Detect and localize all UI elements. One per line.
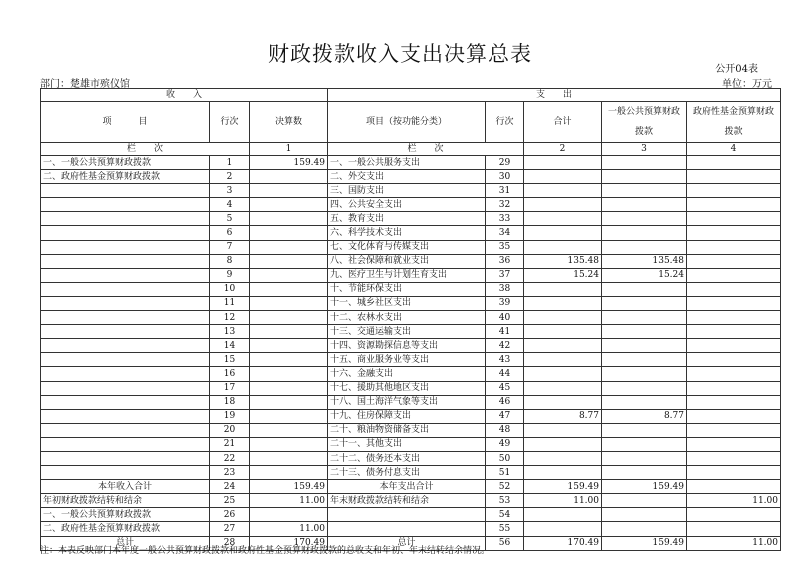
- total-amount-cell: 8.77: [524, 409, 602, 423]
- general-budget-amount-cell: [602, 395, 687, 409]
- gov-fund-amount-cell: [687, 451, 781, 465]
- expenditure-item-cell: 十三、交通运输支出: [328, 325, 486, 339]
- income-item-cell: 年初财政拨款结转和结余: [41, 494, 210, 508]
- col-total-header: 合计: [524, 102, 602, 143]
- gov-fund-amount-cell: [687, 240, 781, 254]
- general-budget-amount-cell: [602, 508, 687, 522]
- expenditure-item-cell: 十五、商业服务业等支出: [328, 353, 486, 367]
- income-item-cell: 一、一般公共预算财政拨款: [41, 156, 210, 170]
- table-row: [41, 353, 781, 367]
- income-lineno-cell: 4: [210, 198, 250, 212]
- income-item-cell: 二、政府性基金预算财政拨款: [41, 522, 210, 536]
- table-row: [41, 198, 781, 212]
- general-budget-amount-cell: [602, 282, 687, 296]
- general-budget-amount-cell: [602, 367, 687, 381]
- expenditure-item-cell: 年末财政拨款结转和结余: [328, 494, 486, 508]
- expenditure-item-cell: 十二、农林水支出: [328, 311, 486, 325]
- gov-fund-amount-cell: [687, 508, 781, 522]
- income-amount-cell: [250, 423, 328, 437]
- total-amount-cell: [524, 381, 602, 395]
- income-item-cell: [41, 282, 210, 296]
- income-item-cell: [41, 353, 210, 367]
- header-row-2: [41, 102, 781, 143]
- expenditure-lineno-cell: 33: [486, 212, 524, 226]
- income-item-cell: [41, 184, 210, 198]
- expenditure-item-cell: 十、节能环保支出: [328, 282, 486, 296]
- expenditure-item-cell: 十八、国土海洋气象等支出: [328, 395, 486, 409]
- table-row: [41, 437, 781, 451]
- table-row: [41, 423, 781, 437]
- expenditure-lineno-cell: 37: [486, 268, 524, 282]
- expenditure-lineno-cell: 31: [486, 184, 524, 198]
- expenditure-lineno-cell: 36: [486, 254, 524, 268]
- income-lineno-cell: 22: [210, 451, 250, 465]
- income-item-cell: [41, 311, 210, 325]
- expenditure-item-cell: 十一、城乡社区支出: [328, 296, 486, 310]
- table-row: [41, 381, 781, 395]
- general-budget-amount-cell: [602, 522, 687, 536]
- general-budget-amount-cell: 159.49: [602, 480, 687, 494]
- department-label: 部门：楚雄市殡仪馆: [40, 79, 130, 90]
- general-budget-amount-cell: [602, 296, 687, 310]
- expenditure-item-cell: 二十、粮油物资储备支出: [328, 423, 486, 437]
- total-amount-cell: [524, 353, 602, 367]
- income-item-cell: [41, 339, 210, 353]
- income-amount-cell: 11.00: [250, 522, 328, 536]
- table-row: [41, 466, 781, 480]
- income-item-cell: [41, 296, 210, 310]
- income-amount-cell: [250, 170, 328, 184]
- gov-fund-amount-cell: [687, 170, 781, 184]
- general-budget-amount-cell: [602, 494, 687, 508]
- expenditure-lineno-cell: 41: [486, 325, 524, 339]
- expenditure-lineno-cell: 40: [486, 311, 524, 325]
- income-item-cell: [41, 254, 210, 268]
- income-item-cell: [41, 325, 210, 339]
- expenditure-item-cell: 二十一、其他支出: [328, 437, 486, 451]
- gov-fund-amount-cell: 11.00: [687, 494, 781, 508]
- lanci-label-2: 栏 次: [328, 143, 524, 156]
- expenditure-lineno-cell: 38: [486, 282, 524, 296]
- total-amount-cell: [524, 240, 602, 254]
- income-lineno-cell: 27: [210, 522, 250, 536]
- table-row: [41, 311, 781, 325]
- income-item-cell: [41, 212, 210, 226]
- income-amount-cell: [250, 367, 328, 381]
- income-item-cell: 本年收入合计: [41, 480, 210, 494]
- expenditure-lineno-cell: 30: [486, 170, 524, 184]
- expenditure-item-cell: 二十二、债务还本支出: [328, 451, 486, 465]
- expenditure-lineno-cell: 54: [486, 508, 524, 522]
- general-budget-amount-cell: [602, 212, 687, 226]
- gov-fund-amount-cell: [687, 254, 781, 268]
- expenditure-lineno-cell: 46: [486, 395, 524, 409]
- gov-fund-amount-cell: [687, 296, 781, 310]
- expenditure-lineno-cell: 56: [486, 536, 524, 550]
- total-amount-cell: [524, 508, 602, 522]
- col-function-item-header: 项目（按功能分类）: [328, 102, 486, 143]
- income-item-cell: 二、政府性基金预算财政拨款: [41, 170, 210, 184]
- expenditure-item-cell: 四、公共安全支出: [328, 198, 486, 212]
- lanci-col-1: 1: [250, 143, 328, 156]
- income-lineno-cell: 19: [210, 409, 250, 423]
- income-item-cell: 总计: [41, 536, 210, 550]
- income-amount-cell: [250, 296, 328, 310]
- gov-fund-amount-cell: [687, 325, 781, 339]
- general-budget-amount-cell: [602, 226, 687, 240]
- total-amount-cell: [524, 367, 602, 381]
- col-lineno-header: 行次: [210, 102, 250, 143]
- table-row: [41, 451, 781, 465]
- table-row: [41, 296, 781, 310]
- table-row: [41, 254, 781, 268]
- income-item-cell: [41, 409, 210, 423]
- income-item-cell: [41, 268, 210, 282]
- expenditure-lineno-cell: 47: [486, 409, 524, 423]
- income-amount-cell: [250, 451, 328, 465]
- gov-fund-amount-cell: [687, 381, 781, 395]
- general-budget-amount-cell: [602, 170, 687, 184]
- gov-fund-amount-cell: [687, 409, 781, 423]
- total-amount-cell: 11.00: [524, 494, 602, 508]
- total-amount-cell: [524, 423, 602, 437]
- income-lineno-cell: 8: [210, 254, 250, 268]
- table-row: [41, 395, 781, 409]
- gov-fund-amount-cell: [687, 226, 781, 240]
- total-amount-cell: [524, 339, 602, 353]
- income-lineno-cell: 20: [210, 423, 250, 437]
- total-amount-cell: [524, 282, 602, 296]
- income-amount-cell: [250, 409, 328, 423]
- total-amount-cell: [524, 311, 602, 325]
- income-lineno-cell: 24: [210, 480, 250, 494]
- page-title: 财政拨款收入支出决算总表: [268, 42, 532, 66]
- expenditure-item-cell: 本年支出合计: [328, 480, 486, 494]
- income-lineno-cell: 2: [210, 170, 250, 184]
- income-lineno-cell: 7: [210, 240, 250, 254]
- table-row: [41, 226, 781, 240]
- income-item-cell: [41, 423, 210, 437]
- table-row: [41, 367, 781, 381]
- general-budget-amount-cell: 135.48: [602, 254, 687, 268]
- gov-fund-amount-cell: [687, 184, 781, 198]
- income-lineno-cell: 6: [210, 226, 250, 240]
- gov-fund-amount-cell: [687, 212, 781, 226]
- income-amount-cell: [250, 508, 328, 522]
- general-budget-amount-cell: [602, 339, 687, 353]
- gov-fund-amount-cell: [687, 395, 781, 409]
- income-amount-cell: 11.00: [250, 494, 328, 508]
- gov-fund-amount-cell: [687, 339, 781, 353]
- income-lineno-cell: 1: [210, 156, 250, 170]
- income-amount-cell: [250, 353, 328, 367]
- expenditure-lineno-cell: 32: [486, 198, 524, 212]
- table-row: [41, 480, 781, 494]
- general-budget-amount-cell: [602, 325, 687, 339]
- expenditure-lineno-cell: 43: [486, 353, 524, 367]
- total-amount-cell: [524, 451, 602, 465]
- expenditure-lineno-cell: 35: [486, 240, 524, 254]
- income-lineno-cell: 9: [210, 268, 250, 282]
- expenditure-item-cell: 二十三、债务付息支出: [328, 466, 486, 480]
- total-amount-cell: [524, 184, 602, 198]
- gov-fund-amount-cell: [687, 353, 781, 367]
- lanci-col-3: 3: [602, 143, 687, 156]
- expenditure-lineno-cell: 53: [486, 494, 524, 508]
- income-lineno-cell: 17: [210, 381, 250, 395]
- income-item-cell: [41, 226, 210, 240]
- income-amount-cell: [250, 395, 328, 409]
- form-number: 公开04表: [715, 64, 758, 75]
- total-amount-cell: [524, 226, 602, 240]
- expenditure-item-cell: 十七、援助其他地区支出: [328, 381, 486, 395]
- income-item-cell: [41, 466, 210, 480]
- general-budget-amount-cell: 159.49: [602, 536, 687, 550]
- general-budget-amount-cell: [602, 451, 687, 465]
- general-budget-amount-cell: 15.24: [602, 268, 687, 282]
- income-lineno-cell: 11: [210, 296, 250, 310]
- expenditure-lineno-cell: 55: [486, 522, 524, 536]
- col-item-header: 项 目: [41, 102, 210, 143]
- income-lineno-cell: 14: [210, 339, 250, 353]
- gov-fund-amount-cell: [687, 198, 781, 212]
- expenditure-lineno-cell: 42: [486, 339, 524, 353]
- income-amount-cell: [250, 184, 328, 198]
- income-item-cell: [41, 198, 210, 212]
- general-budget-amount-cell: [602, 198, 687, 212]
- table-row: [41, 339, 781, 353]
- col-lineno2-header: 行次: [486, 102, 524, 143]
- expenditure-lineno-cell: 29: [486, 156, 524, 170]
- col-final-amount-header: 决算数: [250, 102, 328, 143]
- finance-table: [40, 88, 781, 551]
- total-amount-cell: 135.48: [524, 254, 602, 268]
- expenditure-item-cell: 十六、金融支出: [328, 367, 486, 381]
- income-lineno-cell: 13: [210, 325, 250, 339]
- general-budget-amount-cell: [602, 353, 687, 367]
- gov-fund-amount-cell: [687, 423, 781, 437]
- table-row: [41, 282, 781, 296]
- total-amount-cell: [524, 212, 602, 226]
- income-amount-cell: [250, 466, 328, 480]
- expenditure-lineno-cell: 50: [486, 451, 524, 465]
- general-budget-amount-cell: [602, 156, 687, 170]
- income-amount-cell: 159.49: [250, 480, 328, 494]
- general-budget-amount-cell: [602, 381, 687, 395]
- expenditure-lineno-cell: 48: [486, 423, 524, 437]
- lanci-col-2: 2: [524, 143, 602, 156]
- income-lineno-cell: 10: [210, 282, 250, 296]
- general-budget-amount-cell: [602, 437, 687, 451]
- table-row: [41, 325, 781, 339]
- col-gov-fund-header: 政府性基金预算财政拨款: [687, 102, 781, 143]
- lanci-label-1: 栏 次: [41, 143, 250, 156]
- income-amount-cell: [250, 282, 328, 296]
- income-lineno-cell: 28: [210, 536, 250, 550]
- column-number-row: [41, 143, 781, 156]
- table-row: [41, 156, 781, 170]
- total-amount-cell: [524, 198, 602, 212]
- income-amount-cell: [250, 311, 328, 325]
- total-amount-cell: [524, 296, 602, 310]
- lanci-col-4: 4: [687, 143, 781, 156]
- income-lineno-cell: 25: [210, 494, 250, 508]
- gov-fund-amount-cell: [687, 282, 781, 296]
- income-amount-cell: [250, 226, 328, 240]
- income-amount-cell: [250, 437, 328, 451]
- header-row-1: [41, 89, 781, 102]
- general-budget-amount-cell: 8.77: [602, 409, 687, 423]
- income-header: 收 入: [41, 89, 328, 102]
- expenditure-item-cell: 五、教育支出: [328, 212, 486, 226]
- gov-fund-amount-cell: [687, 156, 781, 170]
- income-amount-cell: [250, 212, 328, 226]
- table-row: [41, 522, 781, 536]
- gov-fund-amount-cell: [687, 480, 781, 494]
- expenditure-item-cell: 一、一般公共服务支出: [328, 156, 486, 170]
- income-lineno-cell: 16: [210, 367, 250, 381]
- col-general-budget-header: 一般公共预算财政拨款: [602, 102, 687, 143]
- general-budget-amount-cell: [602, 423, 687, 437]
- total-amount-cell: [524, 170, 602, 184]
- income-lineno-cell: 21: [210, 437, 250, 451]
- income-item-cell: [41, 437, 210, 451]
- general-budget-amount-cell: [602, 466, 687, 480]
- income-amount-cell: [250, 254, 328, 268]
- total-amount-cell: [524, 156, 602, 170]
- expenditure-item-cell: 六、科学技术支出: [328, 226, 486, 240]
- total-amount-cell: [524, 522, 602, 536]
- expenditure-item-cell: 八、社会保障和就业支出: [328, 254, 486, 268]
- income-item-cell: [41, 451, 210, 465]
- income-lineno-cell: 18: [210, 395, 250, 409]
- income-lineno-cell: 5: [210, 212, 250, 226]
- table-row: [41, 494, 781, 508]
- gov-fund-amount-cell: [687, 367, 781, 381]
- expenditure-lineno-cell: 52: [486, 480, 524, 494]
- expenditure-lineno-cell: 44: [486, 367, 524, 381]
- gov-fund-amount-cell: [687, 311, 781, 325]
- income-amount-cell: [250, 240, 328, 254]
- expenditure-header: 支 出: [328, 89, 781, 102]
- expenditure-item-cell: 十四、资源勘探信息等支出: [328, 339, 486, 353]
- expenditure-item-cell: 十九、住房保障支出: [328, 409, 486, 423]
- income-item-cell: [41, 395, 210, 409]
- table-row: [41, 184, 781, 198]
- expenditure-item-cell: 总计: [328, 536, 486, 550]
- expenditure-lineno-cell: 51: [486, 466, 524, 480]
- footnote: 注：本表反映部门本年度一般公共预算财政拨款和政府性基金预算财政拨款的总收支和年初、年末结转结余情况。: [40, 546, 491, 556]
- income-amount-cell: [250, 268, 328, 282]
- income-amount-cell: [250, 381, 328, 395]
- unit-label: 单位：万元: [722, 79, 772, 90]
- total-amount-cell: [524, 466, 602, 480]
- income-lineno-cell: 3: [210, 184, 250, 198]
- gov-fund-amount-cell: 11.00: [687, 536, 781, 550]
- general-budget-amount-cell: [602, 240, 687, 254]
- expenditure-lineno-cell: 49: [486, 437, 524, 451]
- income-item-cell: 一、一般公共预算财政拨款: [41, 508, 210, 522]
- income-amount-cell: 159.49: [250, 156, 328, 170]
- income-lineno-cell: 23: [210, 466, 250, 480]
- income-item-cell: [41, 381, 210, 395]
- gov-fund-amount-cell: [687, 268, 781, 282]
- expenditure-lineno-cell: 39: [486, 296, 524, 310]
- total-amount-cell: [524, 325, 602, 339]
- income-amount-cell: [250, 325, 328, 339]
- gov-fund-amount-cell: [687, 466, 781, 480]
- gov-fund-amount-cell: [687, 437, 781, 451]
- general-budget-amount-cell: [602, 311, 687, 325]
- expenditure-item-cell: [328, 508, 486, 522]
- table-row: [41, 240, 781, 254]
- total-amount-cell: 159.49: [524, 480, 602, 494]
- expenditure-item-cell: 九、医疗卫生与计划生育支出: [328, 268, 486, 282]
- total-amount-cell: [524, 395, 602, 409]
- expenditure-item-cell: [328, 522, 486, 536]
- gov-fund-amount-cell: [687, 522, 781, 536]
- income-amount-cell: 170.49: [250, 536, 328, 550]
- income-lineno-cell: 15: [210, 353, 250, 367]
- table-row: [41, 268, 781, 282]
- table-row: [41, 409, 781, 423]
- expenditure-item-cell: 二、外交支出: [328, 170, 486, 184]
- total-amount-cell: [524, 437, 602, 451]
- income-amount-cell: [250, 198, 328, 212]
- table-row: [41, 212, 781, 226]
- table-row: [41, 170, 781, 184]
- total-amount-cell: 170.49: [524, 536, 602, 550]
- income-amount-cell: [250, 339, 328, 353]
- expenditure-item-cell: 七、文化体育与传媒支出: [328, 240, 486, 254]
- income-item-cell: [41, 367, 210, 381]
- income-lineno-cell: 12: [210, 311, 250, 325]
- expenditure-lineno-cell: 45: [486, 381, 524, 395]
- income-lineno-cell: 26: [210, 508, 250, 522]
- income-item-cell: [41, 240, 210, 254]
- expenditure-item-cell: 三、国防支出: [328, 184, 486, 198]
- table-row: [41, 508, 781, 522]
- expenditure-lineno-cell: 34: [486, 226, 524, 240]
- general-budget-amount-cell: [602, 184, 687, 198]
- total-amount-cell: 15.24: [524, 268, 602, 282]
